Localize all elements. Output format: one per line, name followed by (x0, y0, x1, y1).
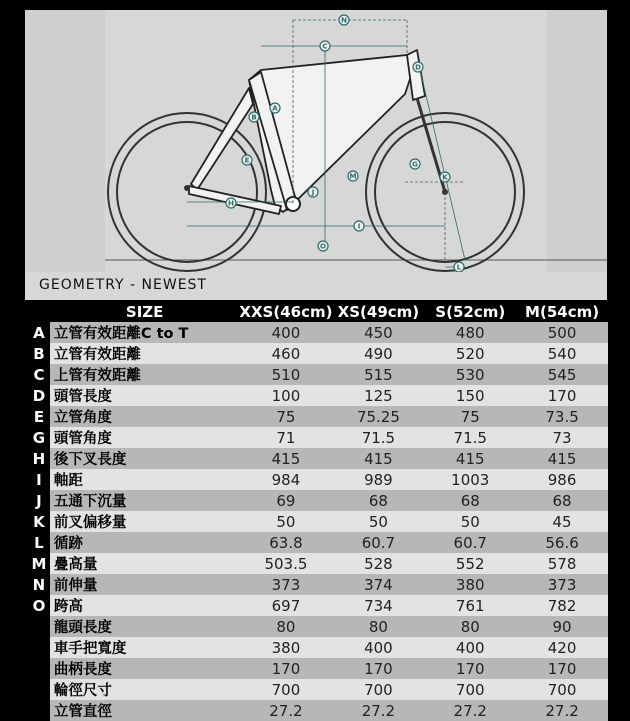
table-row (28, 427, 608, 448)
row-value: 68 (424, 490, 516, 511)
row-label: 立管有效距離 (50, 343, 240, 364)
row-label: 上管有效距離 (50, 364, 240, 385)
marker-C (320, 41, 330, 51)
row-letter: J (28, 490, 50, 511)
row-value: 125 (332, 385, 424, 406)
table-row (28, 595, 608, 616)
size-col-xs: XS(49cm) (337, 303, 420, 321)
row-value: 415 (424, 448, 516, 469)
row-value: 450 (332, 322, 424, 343)
row-value: 27.2 (424, 700, 516, 721)
table-row (28, 616, 608, 637)
row-letter: G (28, 427, 50, 448)
row-value: 986 (516, 469, 608, 490)
marker-O (318, 241, 328, 251)
table-row (28, 406, 608, 427)
row-label: 車手把寬度 (50, 637, 240, 658)
row-value: 27.2 (332, 700, 424, 721)
row-value: 540 (516, 343, 608, 364)
row-value: 80 (424, 616, 516, 637)
row-label: 曲柄長度 (50, 658, 240, 679)
row-value: 73.5 (516, 406, 608, 427)
row-value: 71.5 (424, 427, 516, 448)
frame (189, 50, 425, 214)
row-label: 前叉偏移量 (50, 511, 240, 532)
row-value: 380 (239, 637, 332, 658)
table-body (28, 322, 608, 721)
size-header: SIZE (125, 303, 164, 321)
row-letter: A (28, 322, 50, 343)
row-value: 50 (332, 511, 424, 532)
row-letter: L (28, 532, 50, 553)
row-value: 552 (424, 553, 516, 574)
row-label: 疊高量 (50, 553, 240, 574)
row-value: 415 (332, 448, 424, 469)
row-value: 530 (424, 364, 516, 385)
marker-M (348, 171, 358, 181)
svg-text:I: I (357, 222, 361, 231)
row-letter: H (28, 448, 50, 469)
marker-E (242, 155, 252, 165)
row-value: 510 (239, 364, 332, 385)
row-label: 前伸量 (50, 574, 240, 595)
row-value: 480 (424, 322, 516, 343)
row-value: 69 (239, 490, 332, 511)
marker-I (354, 221, 364, 231)
table-row (28, 469, 608, 490)
row-value: 27.2 (516, 700, 608, 721)
row-value: 782 (516, 595, 608, 616)
row-value: 68 (332, 490, 424, 511)
row-value: 697 (239, 595, 332, 616)
row-value: 60.7 (332, 532, 424, 553)
geometry-title-bar (25, 272, 607, 300)
row-letter: K (28, 511, 50, 532)
row-value: 50 (239, 511, 332, 532)
svg-text:E: E (244, 156, 250, 165)
row-letter: D (28, 385, 50, 406)
table-row (28, 658, 608, 679)
svg-text:N: N (341, 16, 347, 25)
table-row (28, 364, 608, 385)
row-value: 373 (516, 574, 608, 595)
row-letter (28, 616, 50, 637)
row-value: 90 (516, 616, 608, 637)
row-value: 700 (332, 679, 424, 700)
row-value: 380 (424, 574, 516, 595)
size-col-m: M(54cm) (525, 303, 600, 321)
row-value: 56.6 (516, 532, 608, 553)
row-letter: B (28, 343, 50, 364)
row-value: 150 (424, 385, 516, 406)
row-label: 輪徑尺寸 (50, 679, 240, 700)
svg-text:C: C (322, 42, 328, 51)
row-value: 75 (239, 406, 332, 427)
row-value: 63.8 (239, 532, 332, 553)
svg-text:B: B (251, 113, 257, 122)
svg-text:M: M (349, 172, 357, 181)
marker-A (270, 103, 280, 113)
svg-text:L: L (456, 263, 462, 272)
row-value: 68 (516, 490, 608, 511)
row-label: 五通下沉量 (50, 490, 240, 511)
row-value: 700 (239, 679, 332, 700)
row-letter: I (28, 469, 50, 490)
row-letter: C (28, 364, 50, 385)
row-label: 頭管角度 (50, 427, 240, 448)
svg-text:J: J (311, 188, 315, 197)
row-value: 71 (239, 427, 332, 448)
row-value: 170 (516, 658, 608, 679)
row-value: 460 (239, 343, 332, 364)
row-value: 734 (332, 595, 424, 616)
row-value: 520 (424, 343, 516, 364)
row-value: 500 (516, 322, 608, 343)
row-value: 545 (516, 364, 608, 385)
row-value: 374 (332, 574, 424, 595)
rear-axle (184, 185, 190, 191)
marker-J (308, 187, 318, 197)
table-row (28, 532, 608, 553)
row-value: 415 (239, 448, 332, 469)
marker-N (339, 15, 349, 25)
row-letter (28, 658, 50, 679)
table-row (28, 448, 608, 469)
header-spacer (28, 302, 50, 322)
row-letter: E (28, 406, 50, 427)
row-value: 761 (424, 595, 516, 616)
row-label: 龍頭長度 (50, 616, 240, 637)
marker-K (440, 172, 450, 182)
bike-frame-drawing (25, 10, 607, 272)
table-row (28, 385, 608, 406)
table-row (28, 553, 608, 574)
svg-text:K: K (442, 173, 448, 182)
table-row (28, 637, 608, 658)
table-row (28, 343, 608, 364)
svg-text:H: H (228, 199, 234, 208)
row-value: 170 (239, 658, 332, 679)
table-row (28, 322, 608, 343)
row-value: 80 (239, 616, 332, 637)
row-label: 循跡 (50, 532, 240, 553)
row-value: 989 (332, 469, 424, 490)
row-letter: O (28, 595, 50, 616)
row-value: 170 (332, 658, 424, 679)
table-row (28, 490, 608, 511)
row-value: 700 (516, 679, 608, 700)
row-value: 984 (239, 469, 332, 490)
svg-text:D: D (415, 63, 421, 72)
row-value: 100 (239, 385, 332, 406)
table-row (28, 511, 608, 532)
row-letter (28, 679, 50, 700)
row-value: 75.25 (332, 406, 424, 427)
row-letter: N (28, 574, 50, 595)
row-value: 700 (424, 679, 516, 700)
row-value: 503.5 (239, 553, 332, 574)
row-value: 528 (332, 553, 424, 574)
row-value: 400 (424, 637, 516, 658)
row-letter (28, 700, 50, 721)
svg-text:O: O (320, 242, 326, 251)
row-label: 頭管長度 (50, 385, 240, 406)
svg-text:A: A (272, 104, 278, 113)
row-value: 50 (424, 511, 516, 532)
row-label: 軸距 (50, 469, 240, 490)
row-letter (28, 637, 50, 658)
row-value: 73 (516, 427, 608, 448)
row-value: 27.2 (239, 700, 332, 721)
row-label: 跨高 (50, 595, 240, 616)
marker-B (249, 112, 259, 122)
row-value: 400 (239, 322, 332, 343)
marker-G (410, 159, 420, 169)
row-value: 420 (516, 637, 608, 658)
table-header-row (28, 302, 608, 322)
size-col-s: S(52cm) (435, 303, 506, 321)
geometry-diagram (25, 10, 607, 272)
rear-wheel (108, 113, 266, 271)
row-label: 立管角度 (50, 406, 240, 427)
row-letter: M (28, 553, 50, 574)
row-label: 立管直徑 (50, 700, 240, 721)
row-value: 415 (516, 448, 608, 469)
row-value: 1003 (424, 469, 516, 490)
row-value: 515 (332, 364, 424, 385)
size-col-xxs: XXS(46cm) (239, 303, 333, 321)
marker-H (226, 198, 236, 208)
table-row (28, 574, 608, 595)
svg-text:G: G (412, 160, 418, 169)
row-value: 45 (516, 511, 608, 532)
bottom-bracket (286, 197, 300, 211)
row-value: 170 (424, 658, 516, 679)
row-value: 71.5 (332, 427, 424, 448)
table-row (28, 700, 608, 721)
row-value: 578 (516, 553, 608, 574)
table-row (28, 679, 608, 700)
row-value: 80 (332, 616, 424, 637)
row-value: 170 (516, 385, 608, 406)
row-value: 60.7 (424, 532, 516, 553)
geometry-table (28, 302, 608, 721)
geometry-title: GEOMETRY - NEWEST (39, 277, 207, 293)
marker-L (454, 262, 464, 272)
row-value: 490 (332, 343, 424, 364)
row-label: 後下叉長度 (50, 448, 240, 469)
row-value: 75 (424, 406, 516, 427)
row-value: 373 (239, 574, 332, 595)
marker-D (413, 62, 423, 72)
row-value: 400 (332, 637, 424, 658)
row-label: 立管有效距離C to T (50, 322, 240, 343)
